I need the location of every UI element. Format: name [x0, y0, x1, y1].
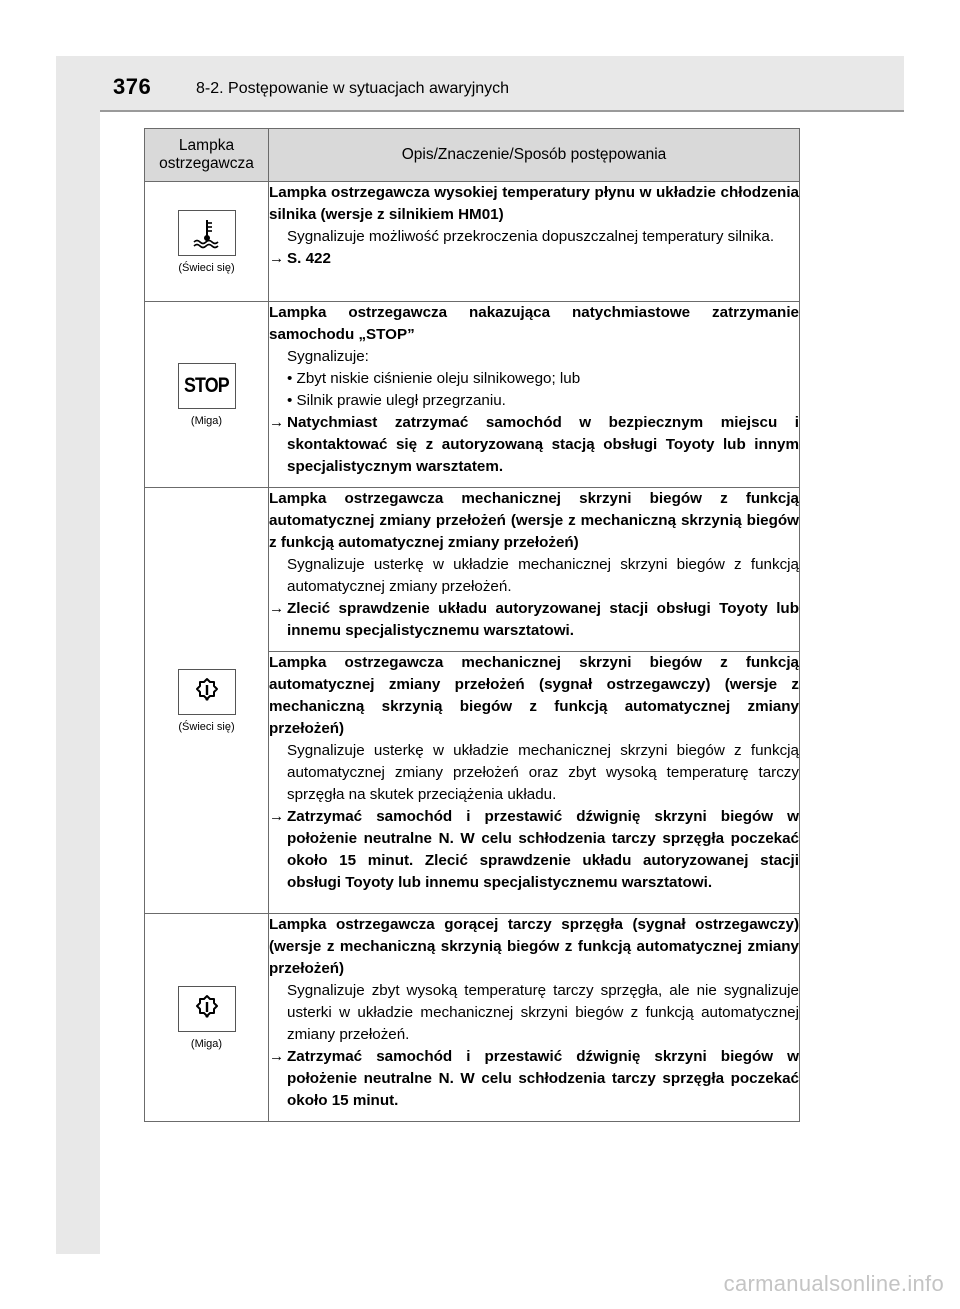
- lamp-action: → Natychmiast zatrzymać samochód w bezpiecznym miejscu i skontaktować się z autoryzowaną stacją obsługi Toyoty lub innym specjalistycznym warsztatem.: [269, 414, 799, 475]
- bullet-item: • Zbyt niskie ciśnienie oleju silnikowego; lub: [287, 370, 581, 387]
- warning-lights-table: [144, 128, 800, 1122]
- table-row: [145, 182, 800, 302]
- lamp-action: → S. 422: [269, 248, 799, 270]
- arrow-right-icon: →: [269, 250, 285, 267]
- lamp-title: Lampka ostrzegawcza wysokiej temperatury płynu w układzie chłodzenia silnika (wersje z silnikiem HM01): [269, 184, 799, 223]
- lamp-description: Sygnalizuje usterkę w układzie mechanicznej skrzyni biegów z funkcją automatycznej zmiany przełożeń oraz zbyt wysoką temperaturę tarczy sprzęgła na skutek przeciążenia układu.: [287, 742, 799, 803]
- table-header-row: [145, 129, 800, 182]
- transmission-warning-icon: [178, 986, 236, 1032]
- lamp-state: (Miga): [190, 414, 223, 427]
- lamp-action: → Zatrzymać samochód i przestawić dźwignię skrzyni biegów w położenie neutralne N. W celu schłodzenia tarczy sprzęgła poczekać około 15 minut. Zlecić sprawdzenie układu autoryzowanej stacji obsługi Toyoty lub innemu specjalistycznemu warsztatowi.: [269, 808, 799, 891]
- table-row: [145, 302, 800, 488]
- lamp-description: Sygnalizuje usterkę w układzie mechanicznej skrzyni biegów z funkcją automatycznej zmiany przełożeń.: [287, 556, 799, 595]
- column-header-description: Opis/Znaczenie/Sposób postępowania: [269, 129, 800, 182]
- page-number: 376: [113, 74, 152, 99]
- column-header-lamp: Lampka ostrzegawcza: [145, 129, 269, 182]
- lamp-description: Sygnalizuje zbyt wysoką temperaturę tarczy sprzęgła, ale nie sygnalizuje usterki w układzie mechanicznej skrzyni biegów z funkcją automatycznej zmiany przełożeń.: [287, 982, 799, 1043]
- table-row: [145, 488, 800, 652]
- description-cell: [269, 182, 800, 302]
- stop-icon-label: STOP: [184, 373, 229, 397]
- lamp-cell: [145, 488, 269, 914]
- lamp-description: Sygnalizuje:: [287, 348, 369, 365]
- transmission-warning-icon: [178, 669, 236, 715]
- table-row: [145, 914, 800, 1122]
- lamp-description: Sygnalizuje możliwość przekroczenia dopuszczalnej temperatury silnika.: [287, 228, 775, 245]
- arrow-right-icon: →: [269, 600, 285, 617]
- header-divider: [100, 110, 904, 112]
- coolant-temperature-icon: [178, 210, 236, 256]
- side-band: [56, 56, 100, 1254]
- lamp-title: Lampka ostrzegawcza gorącej tarczy sprzęgła (sygnał ostrzegawczy) (wersje z mechaniczną skrzynią biegów z funkcją automatycznej zmiany przełożeń): [269, 916, 799, 977]
- stop-icon: [178, 363, 236, 409]
- lamp-state: (Miga): [190, 1037, 223, 1050]
- section-title: 8-2. Postępowanie w sytuacjach awaryjnych: [196, 80, 510, 97]
- lamp-state: (Świeci się): [178, 261, 235, 274]
- lamp-cell: [145, 302, 269, 488]
- lamp-cell: [145, 182, 269, 302]
- arrow-right-icon: →: [269, 414, 285, 431]
- description-cell: [269, 488, 800, 652]
- arrow-right-icon: →: [269, 1048, 285, 1065]
- lamp-title: Lampka ostrzegawcza nakazująca natychmiastowe zatrzymanie samochodu „STOP”: [269, 304, 799, 343]
- lamp-title: Lampka ostrzegawcza mechanicznej skrzyni biegów z funkcją automatycznej zmiany przełożeń (wersje z mechaniczną skrzynią biegów z funkcją automatycznej zmiany przełożeń): [269, 490, 799, 551]
- bullet-item: • Silnik prawie uległ przegrzaniu.: [287, 392, 506, 409]
- lamp-action: → Zlecić sprawdzenie układu autoryzowanej stacji obsługi Toyoty lub innemu specjalistycznemu warsztatowi.: [269, 600, 799, 639]
- lamp-title: Lampka ostrzegawcza mechanicznej skrzyni biegów z funkcją automatycznej zmiany przełożeń (sygnał ostrzegawczy) (wersje z mechaniczną skrzynią biegów z funkcją automatycznej zmiany przełożeń): [269, 654, 799, 737]
- description-cell: [269, 914, 800, 1122]
- description-cell: [269, 652, 800, 914]
- description-cell: [269, 302, 800, 488]
- arrow-right-icon: →: [269, 808, 285, 825]
- lamp-cell: [145, 914, 269, 1122]
- lamp-action: → Zatrzymać samochód i przestawić dźwignię skrzyni biegów w położenie neutralne N. W celu schłodzenia tarczy sprzęgła poczekać około 15 minut.: [269, 1048, 799, 1109]
- watermark: carmanualsonline.info: [723, 1271, 944, 1296]
- lamp-state: (Świeci się): [178, 720, 235, 733]
